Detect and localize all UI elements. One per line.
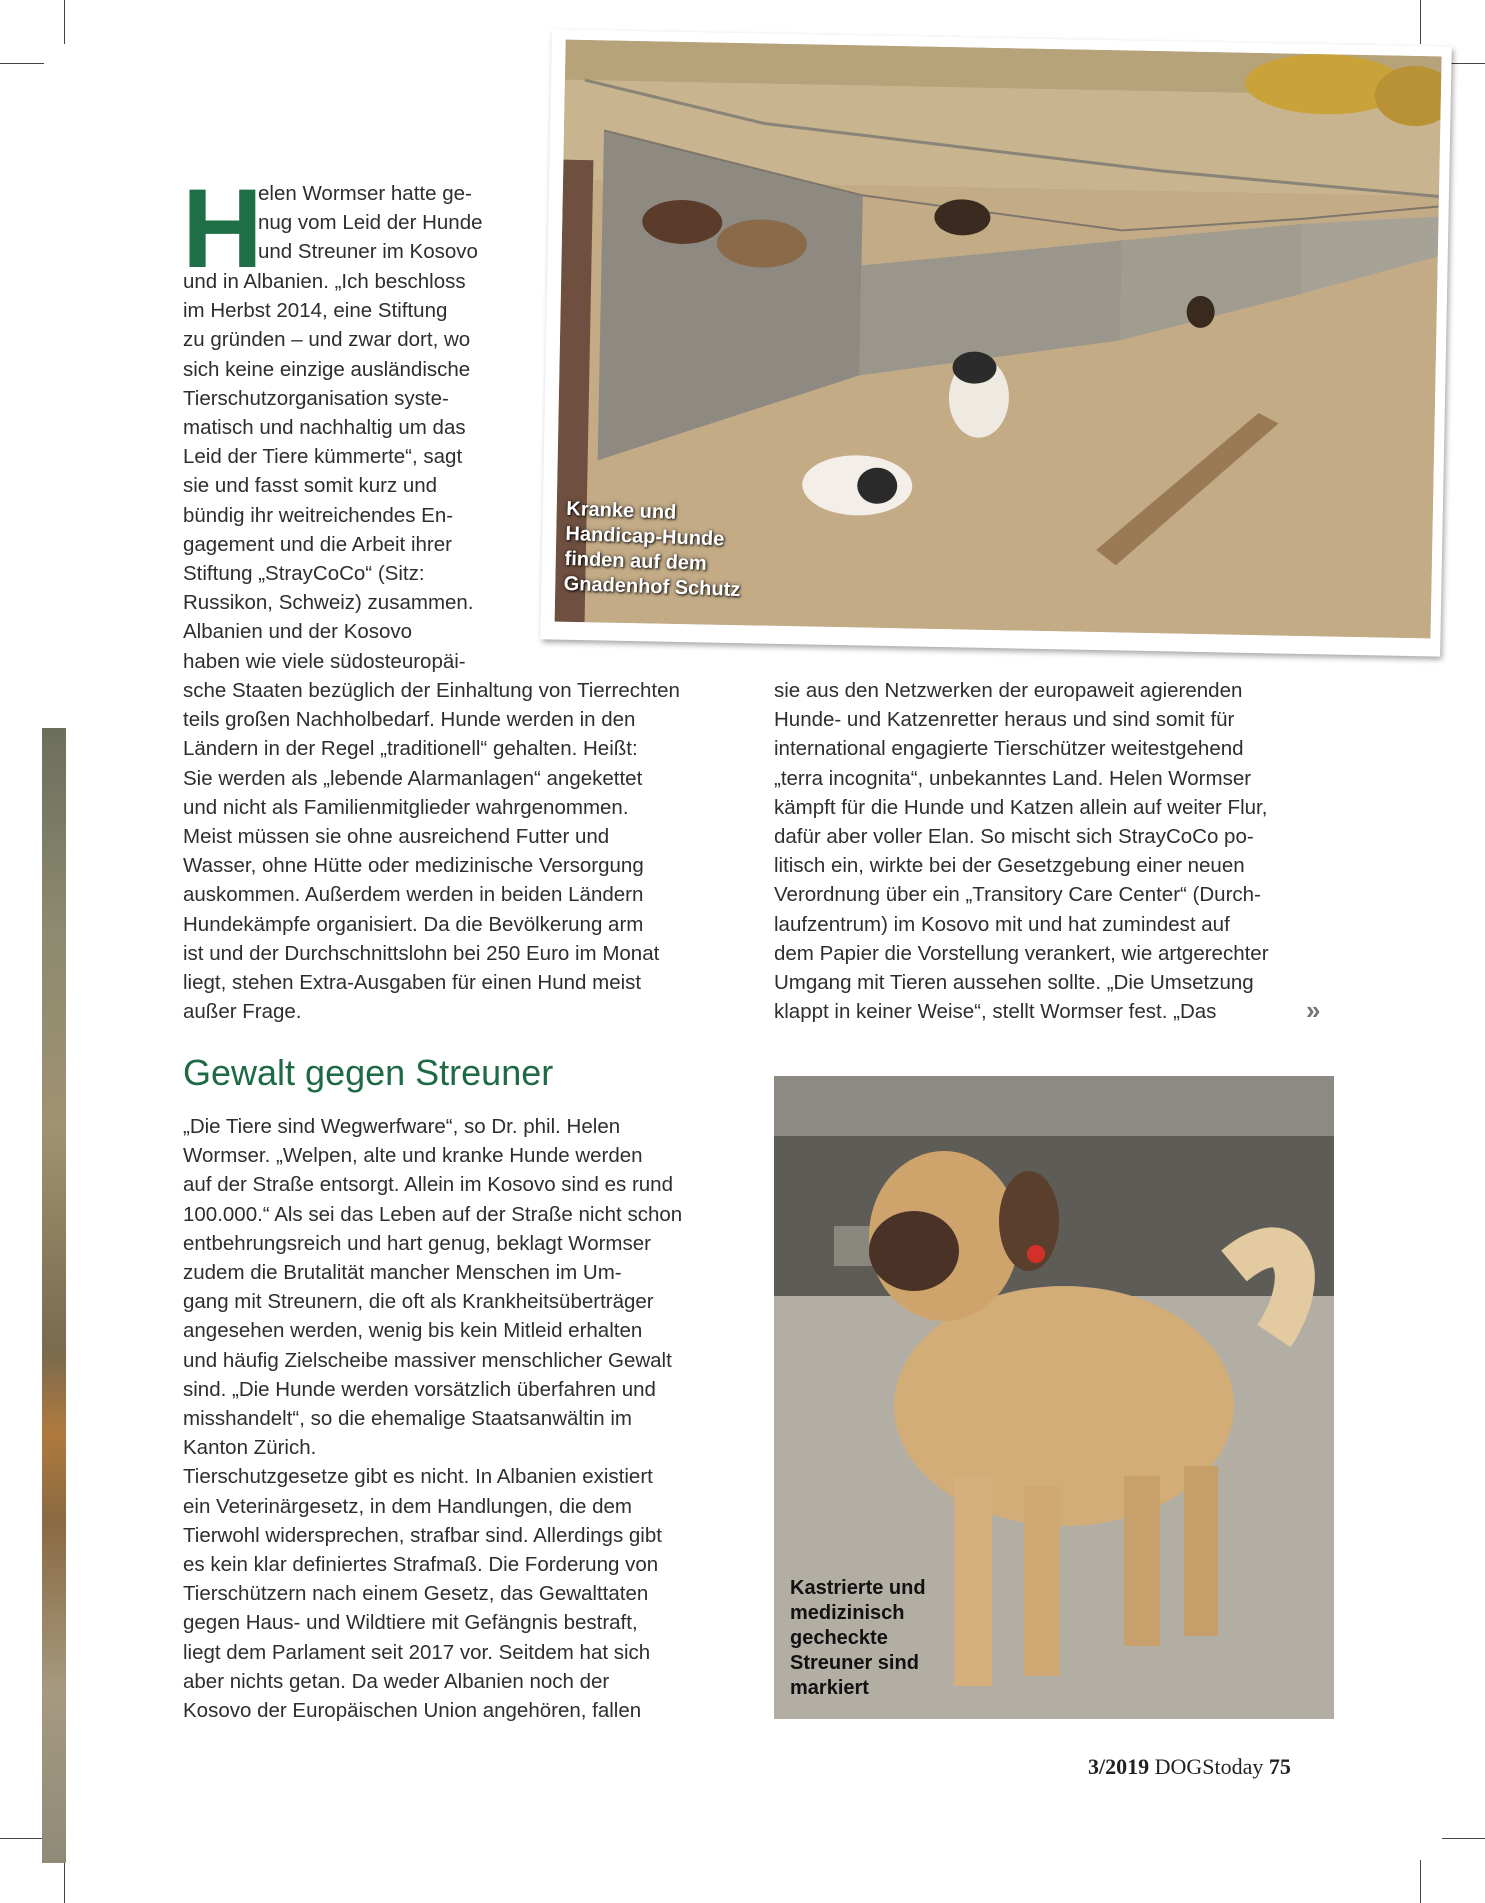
magazine-name: DOGStoday [1154,1754,1264,1779]
section-heading: Gewalt gegen Streuner [183,1052,554,1093]
issue-number: 3/2019 [1088,1754,1150,1779]
page-number: 75 [1268,1754,1291,1779]
crop-mark [1420,1860,1421,1903]
intro-paragraph: und in Albanien. „Ich beschloss im Herbst 2014, eine Stiftung zu gründen – und zwar dort, wo sich keine einzige ausländische Tierschutzorganisation syste- matisch und nachhaltig um das Leid der Tiere kümmerte“, sagt sie und fasst somit kurz und bündig ihr weitreichendes En- gagement und die Arbeit ihrer Stiftung „StrayCoCo“ (Sitz: Russikon, Schweiz) zusammen. Albanien und der Kosovo haben wie viele südosteuropäi- [183,270,474,673]
crop-mark [64,0,65,44]
crop-mark [1442,1838,1485,1839]
intro-indented: elen Wormser hatte ge- nug vom Leid der Hunde und Streuner im Kosovo [258,182,483,264]
dog-photo-caption: Kastrierte und medizinisch gecheckte Streuner sind markiert [790,1577,926,1699]
page-footer [1088,1754,1291,1780]
kennel-photo-caption: Kranke und Handicap-Hunde finden auf dem Gnadenhof Schutz [563,497,741,602]
column-right-text: sie aus den Netzwerken der europaweit agierenden Hunde- und Katzenretter heraus und sind somit für international engagierte Tierschützer weitestgehend „terra incognita“, unbekanntes Land. Helen Wormser kämpft für die Hunde und Katzen allein auf weiter Flur, dafür aber voller Elan. So mischt sich StrayCoCo po- litisch ein, wirkte bei der Gesetzgebung einer neuen Verordnung über ein „Transitory Care Center“ (Durch- laufzentrum) im Kosovo mit und hat zumindest auf dem Papier die Vorstellung verankert, wie artgerechter Umgang mit Tieren aussehen sollte. „Die Umsetzung klappt in keiner Weise“, stellt Wormser fest. „Das [774,679,1269,1024]
crop-mark [64,1860,65,1903]
crop-mark [1420,0,1421,44]
section-text: „Die Tiere sind Wegwerfware“, so Dr. phil. Helen Wormser. „Welpen, alte und kranke Hunde werden auf der Straße entsorgt. Allein im Kosovo sind es rund 100.000.“ Als sei das Leben auf der Straße nicht schon entbehrungsreich und hart genug, beklagt Wormser zudem die Brutalität mancher Menschen im Um- gang mit Streunern, die oft als Krankheitsüberträger angesehen werden, wenig bis kein Mitleid erhalten und häufig Zielscheibe massiver menschlicher Gewalt sind. „Die Hunde werden vorsätzlich überfahren und misshandelt“, so die ehemalige Staatsanwältin im Kanton Zürich. Tierschutzgesetze gibt es nicht. In Albanien existiert ein Veterinärgesetz, in dem Handlungen, die dem Tierwohl widersprechen, strafbar sind. Allerdings gibt es kein klar definiertes Strafmaß. Die Forderung von Tierschützern nach einem Gesetz, das Gewalttaten gegen Haus- und Wildtiere mit Gefängnis bestraft, liegt dem Parlament seit 2017 vor. Seitdem hat sich aber nichts getan. Da weder Albanien noch der Kosovo der Europäischen Union angehören, fallen [183,1115,683,1723]
crop-mark [0,63,44,64]
drop-cap: H [182,166,263,291]
column-left-text: sche Staaten bezüglich der Einhaltung von Tierrechten teils großen Nachholbedarf. Hunde werden in den Ländern in der Regel „traditionell“ gehalten. Heißt: Sie werden als „lebende Alarmanlagen“ angekettet und nicht als Familienmitglieder wahrgenommen. Meist müssen sie ohne ausreichend Futter und Wasser, ohne Hütte oder medizinische Versorgung auskommen. Außerdem werden in beiden Ländern Hundekämpfe organisiert. Da die Bevölkerung arm ist und der Durchschnittslohn bei 250 Euro im Monat liegt, stehen Extra-Ausgaben für einen Hund meist außer Frage. [183,679,680,1024]
crop-mark [0,1838,44,1839]
adjacent-page-photo-strip [42,728,66,1863]
continue-arrow-icon: » [1306,995,1315,1025]
